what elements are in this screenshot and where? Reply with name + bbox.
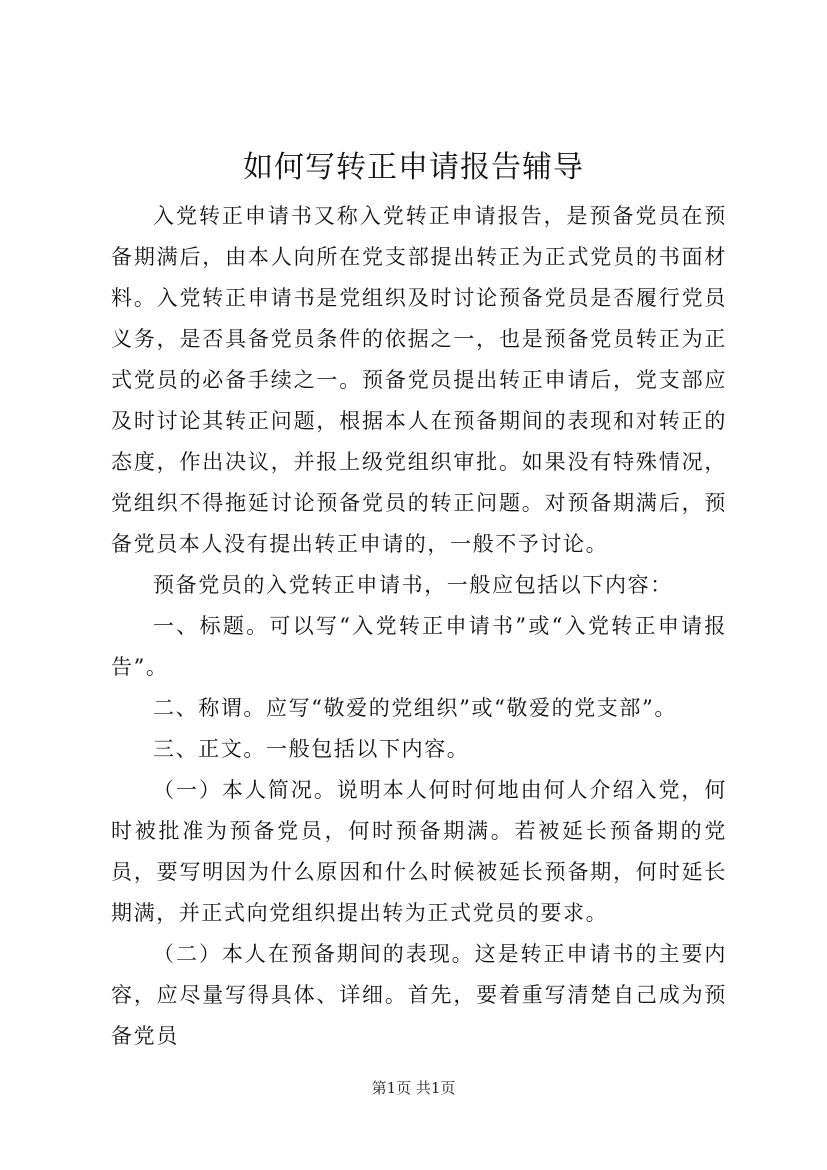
document-title: 如何写转正申请报告辅导: [243, 150, 584, 185]
paragraph-contents-lead: 预备党员的入党转正申请书，一般应包括以下内容：: [153, 573, 673, 597]
paragraph-intro: 入党转正申请书又称入党转正申请报告，是预备党员在预备期满后，由本人向所在党支部提出转正为正式党员的书面材料。入党转正申请书是党组织及时讨论预备党员是否履行党员义务，是否具备党员条件的依据之一，也是预备党员转正为正式党员的必备手续之一。预备党员提出转正申请后，党支部应及时讨论其转正问题，根据本人在预备期间的表现和对转正的态度，作出决议，并报上级党组织审批。如果没有特殊情况，党组织不得拖延讨论预备党员的转正问题。对预备期满后，预备党员本人没有提出转正申请的，一般不予讨论。: [111, 204, 727, 556]
page-number-footer: 第1页 共1页: [371, 1079, 456, 1097]
document-body: [111, 196, 727, 1057]
paragraph-item-body: 三、正文。一般包括以下内容。: [153, 737, 470, 761]
paragraph-sub-profile: （一）本人简况。说明本人何时何地由何人介绍入党，何时被批准为预备党员，何时预备期满。若被延长预备期的党员，要写明因为什么原因和什么时候被延长预备期，何时延长期满，并正式向党组织提出转为正式党员的要求。: [111, 778, 727, 925]
paragraph-item-salutation: 二、称谓。应写“敬爱的党组织”或“敬爱的党支部”。: [153, 696, 677, 720]
paragraph-item-title: 一、标题。可以写“入党转正申请书”或“入党转正申请报告”。: [111, 614, 727, 679]
paragraph-sub-performance: （二）本人在预备期间的表现。这是转正申请书的主要内容，应尽量写得具体、详细。首先，要着重写清楚自己成为预备党员: [111, 942, 727, 1048]
